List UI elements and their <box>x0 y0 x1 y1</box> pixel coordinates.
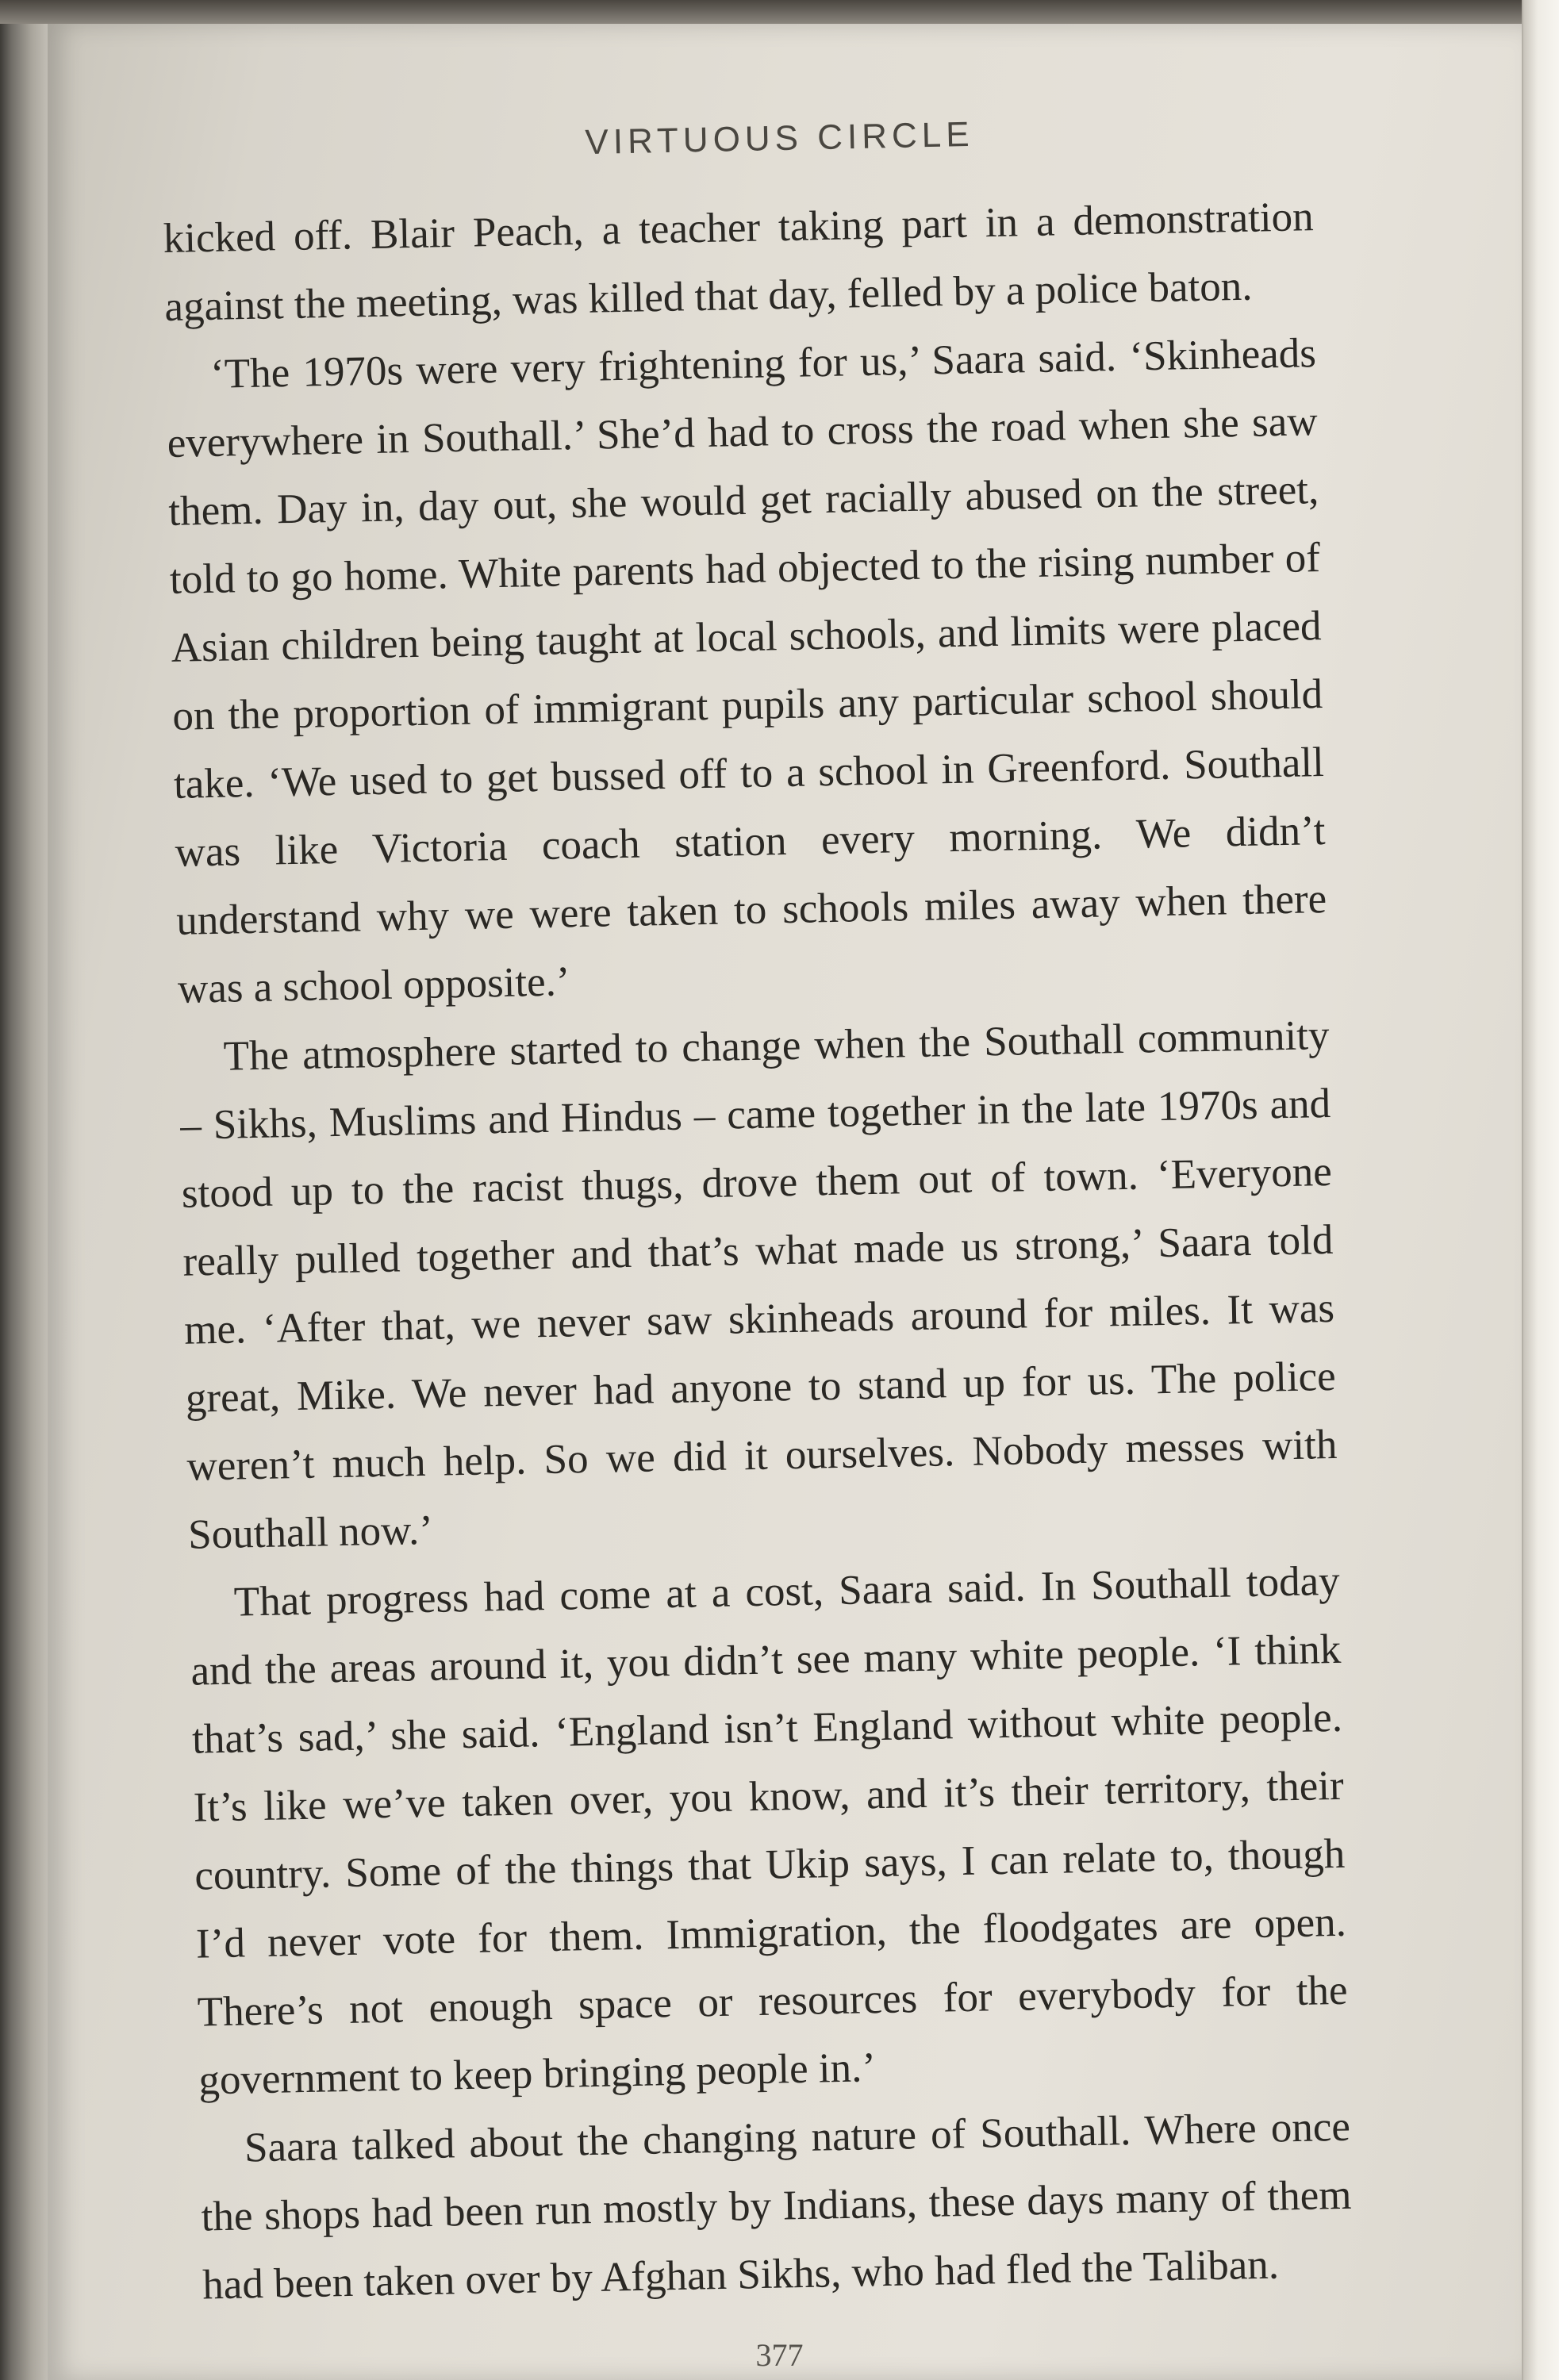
page-number: 377 <box>755 2337 804 2373</box>
page-edges <box>1522 0 1559 2380</box>
paragraph: That progress had come at a cost, Saara said. In Southall today and the areas around it, you didn’t see many white people. ‘I think that’s sad,’ she said. ‘England isn’t England without white people. It’s like we’ve taken over, you know, and it’s their territory, their country. Some of the things that Ukip says, I can relate to, though I’d never vote for them. Immigration, the floodgates are open. There’s not enough space or resources for everybody for the government to keep bringing people in.’ <box>190 1557 1349 2104</box>
paragraph: kicked off. Blair Peach, a teacher taking part in a demonstration against the meeting, was killed that day, felled by a police baton. <box>163 194 1315 330</box>
paragraph: Saara talked about the changing nature of Southall. Where once the shops had been run mostly by Indians, these days many of them had been taken over by Afghan Sikhs, who had fled the Taliban. <box>201 2103 1352 2309</box>
paragraph: ‘The 1970s were very frightening for us,’ Saara said. ‘Skinheads everywhere in Southall.’ She’d had to cross the road when she saw them. Day in, day out, she would get racially abused on the street, told to go home. White parents had objected to the rising number of Asian children being taught at local schools, and limits were placed on the proportion of immigrant pupils any particular school should take. ‘We used to get bussed off to a school in Greenford. Southall was like Victoria coach station every morning. We didn’t understand why we were taken to schools miles away when there was a school opposite.’ <box>167 330 1327 1012</box>
background-edge <box>0 0 1559 24</box>
running-head: VIRTUOUS CIRCLE <box>584 114 975 163</box>
paragraph: The atmosphere started to change when the Southall community – Sikhs, Muslims and Hindus – came together in the late 1970s and stood up to the racist thugs, drove them out of town. ‘Everyone really pulled together and that’s what made us strong,’ Saara told me. ‘After that, we never saw skinheads around for miles. It was great, Mike. We never had anyone to stand up for us. The police weren’t much help. So we did it ourselves. Nobody messes with Southall now.’ <box>179 1012 1338 1558</box>
body-text <box>163 182 1354 2319</box>
